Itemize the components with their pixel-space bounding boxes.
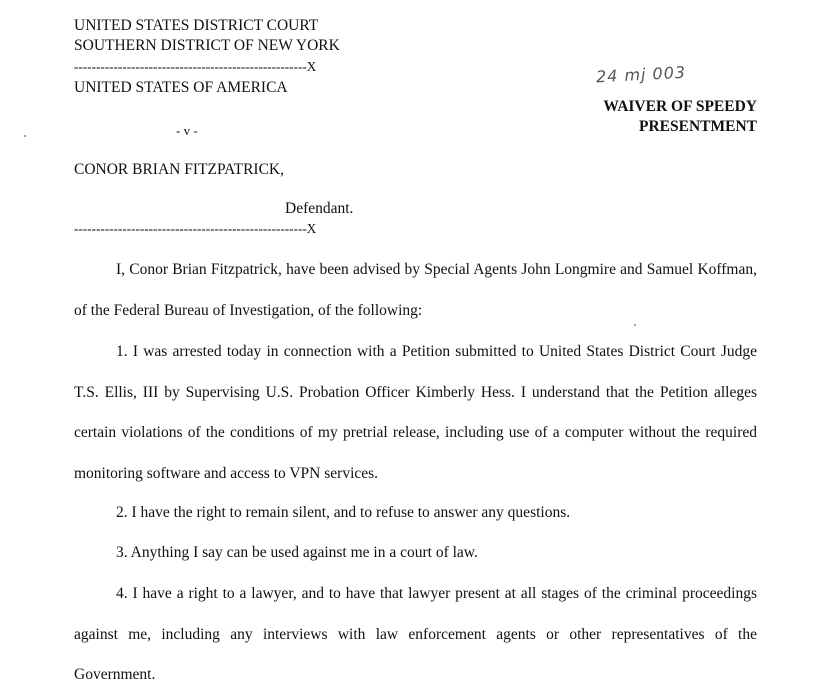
caption-rule-top: -----------------------------------------------------X xyxy=(74,59,317,74)
court-name-line1: UNITED STATES DISTRICT COURT xyxy=(74,17,319,34)
defendant-label: Defendant. xyxy=(285,200,354,217)
document-title-line1: WAIVER OF SPEEDY xyxy=(603,98,757,115)
scan-speck xyxy=(634,324,636,326)
scan-speck xyxy=(24,135,26,137)
intro-paragraph: I, Conor Brian Fitzpatrick, have been advised by Special Agents John Longmire and Samuel Koffman, of the Federal Bureau of Investigation, of the following: xyxy=(74,261,757,319)
numbered-item-4: 4. I have a right to a lawyer, and to have that lawyer present at all stages of the criminal proceedings against me, including any interviews with law enforcement agents or other representatives of the Government. xyxy=(74,585,757,683)
numbered-item-3: 3. Anything I say can be used against me in a court of law. xyxy=(116,544,478,561)
versus-label: - v - xyxy=(176,123,198,138)
document-title-line2: PRESENTMENT xyxy=(639,118,757,135)
handwritten-case-number: 24 mj 003 xyxy=(595,62,687,87)
numbered-item-1: 1. I was arrested today in connection with a Petition submitted to United States District Court Judge T.S. Ellis, III by Supervising U.S. Probation Officer Kimberly Hess. I understand that the Petition alleges certain violations of the conditions of my pretrial release, including use of a computer without the required monitoring software and access to VPN services. xyxy=(74,343,757,482)
plaintiff-name: UNITED STATES OF AMERICA xyxy=(74,79,288,96)
defendant-name: CONOR BRIAN FITZPATRICK, xyxy=(74,161,284,178)
numbered-item-2: 2. I have the right to remain silent, and to refuse to answer any questions. xyxy=(116,504,571,521)
court-name-line2: SOUTHERN DISTRICT OF NEW YORK xyxy=(74,37,340,54)
caption-rule-bottom: -----------------------------------------------------X xyxy=(74,221,317,236)
